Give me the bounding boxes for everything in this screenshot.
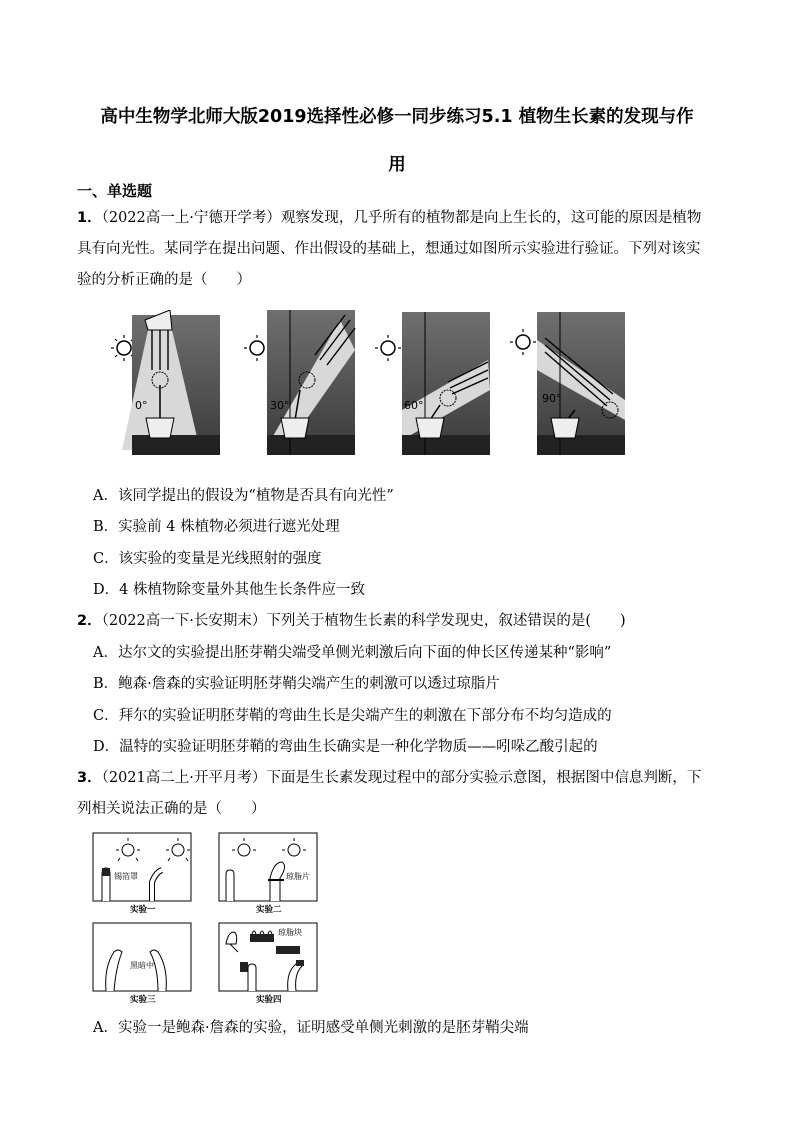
question-number: 3． bbox=[77, 770, 102, 786]
foil-label: 锡箔罩 bbox=[114, 872, 138, 881]
experiment-3 bbox=[93, 923, 191, 1005]
question-source: （2022高一上·宁德开学考） bbox=[101, 210, 281, 226]
q1-option-a[interactable]: A．该同学提出的假设为“植物是否具有向光性” bbox=[93, 488, 394, 504]
experiment-1 bbox=[93, 833, 191, 915]
exp-label-1: 实验一 bbox=[130, 905, 156, 915]
page-title bbox=[60, 96, 734, 186]
q2-option-b[interactable]: B．鲍森·詹森的实验证明胚芽鞘尖端产生的刺激可以透过琼脂片 bbox=[93, 676, 500, 692]
sun-icon bbox=[250, 341, 264, 355]
sun-icon bbox=[516, 335, 530, 349]
angle-label-2: 30° bbox=[270, 399, 290, 412]
section-heading: 一、单选题 bbox=[77, 182, 153, 200]
question-source: （2022高一下·长安期末） bbox=[101, 613, 267, 629]
q1-option-c[interactable]: C．该实验的变量是光线照射的强度 bbox=[93, 551, 322, 567]
exp-label-3: 实验三 bbox=[130, 995, 156, 1005]
panel-90deg bbox=[510, 312, 625, 455]
question-source: （2021高二上·开平月考） bbox=[101, 770, 267, 786]
question-text: 观察发现，几乎所有的植物都是向上生长的，这可能的原因是植物具有向光性。某同学在提出问题、作出假设的基础上，想通过如图所示实验进行验证。下列对该实验的分析正确的是（ ） bbox=[77, 210, 702, 288]
question-number: 2． bbox=[77, 613, 102, 629]
angle-label-1: 0° bbox=[135, 399, 148, 412]
sun-icon bbox=[381, 341, 395, 355]
q3-figure bbox=[92, 832, 322, 1008]
panel-0deg bbox=[111, 310, 220, 455]
q2-option-a[interactable]: A．达尔文的实验提出胚芽鞘尖端受单侧光刺激后向下面的伸长区传递某种“影响” bbox=[93, 645, 612, 661]
question-text: 下列关于植物生长素的科学发现史，叙述错误的是( ) bbox=[266, 613, 626, 629]
sun-icon bbox=[117, 341, 131, 355]
title-line-2: 用 bbox=[388, 155, 406, 175]
dark-label: 黑暗中 bbox=[130, 961, 154, 970]
exp-label-4: 实验四 bbox=[256, 995, 282, 1005]
title-line-1: 高中生物学北师大版2019选择性必修一同步练习5.1 植物生长素的发现与作 bbox=[100, 107, 694, 127]
question-2 bbox=[77, 606, 713, 637]
exp-label-2: 实验二 bbox=[256, 905, 282, 915]
question-3 bbox=[77, 763, 713, 825]
panel-30deg bbox=[244, 310, 355, 455]
question-number: 1． bbox=[77, 210, 102, 226]
q2-option-d[interactable]: D．温特的实验证明胚芽鞘的弯曲生长确实是一种化学物质——吲哚乙酸引起的 bbox=[93, 739, 598, 755]
question-1 bbox=[77, 203, 713, 296]
q1-option-d[interactable]: D．4 株植物除变量外其他生长条件应一致 bbox=[93, 582, 365, 598]
experiment-2 bbox=[219, 833, 317, 915]
question-text: 下面是生长素发现过程中的部分实验示意图，根据图中信息判断，下列相关说法正确的是（ ） bbox=[77, 770, 702, 817]
q2-option-c[interactable]: C．拜尔的实验证明胚芽鞘的弯曲生长是尖端产生的刺激在下部分布不均匀造成的 bbox=[93, 708, 612, 724]
angle-label-3: 60° bbox=[404, 399, 424, 412]
agar-sheet-label: 琼脂片 bbox=[286, 872, 310, 881]
q3-option-a[interactable]: A．实验一是鲍森·詹森的实验，证明感受单侧光刺激的是胚芽鞘尖端 bbox=[93, 1020, 529, 1036]
experiment-4 bbox=[219, 923, 317, 1005]
q1-option-b[interactable]: B．实验前 4 株植物必须进行遮光处理 bbox=[93, 519, 340, 535]
angle-label-4: 90° bbox=[542, 392, 562, 405]
panel-60deg bbox=[375, 312, 490, 455]
q1-figure bbox=[110, 310, 630, 460]
agar-block-label: 琼脂块 bbox=[278, 928, 302, 937]
